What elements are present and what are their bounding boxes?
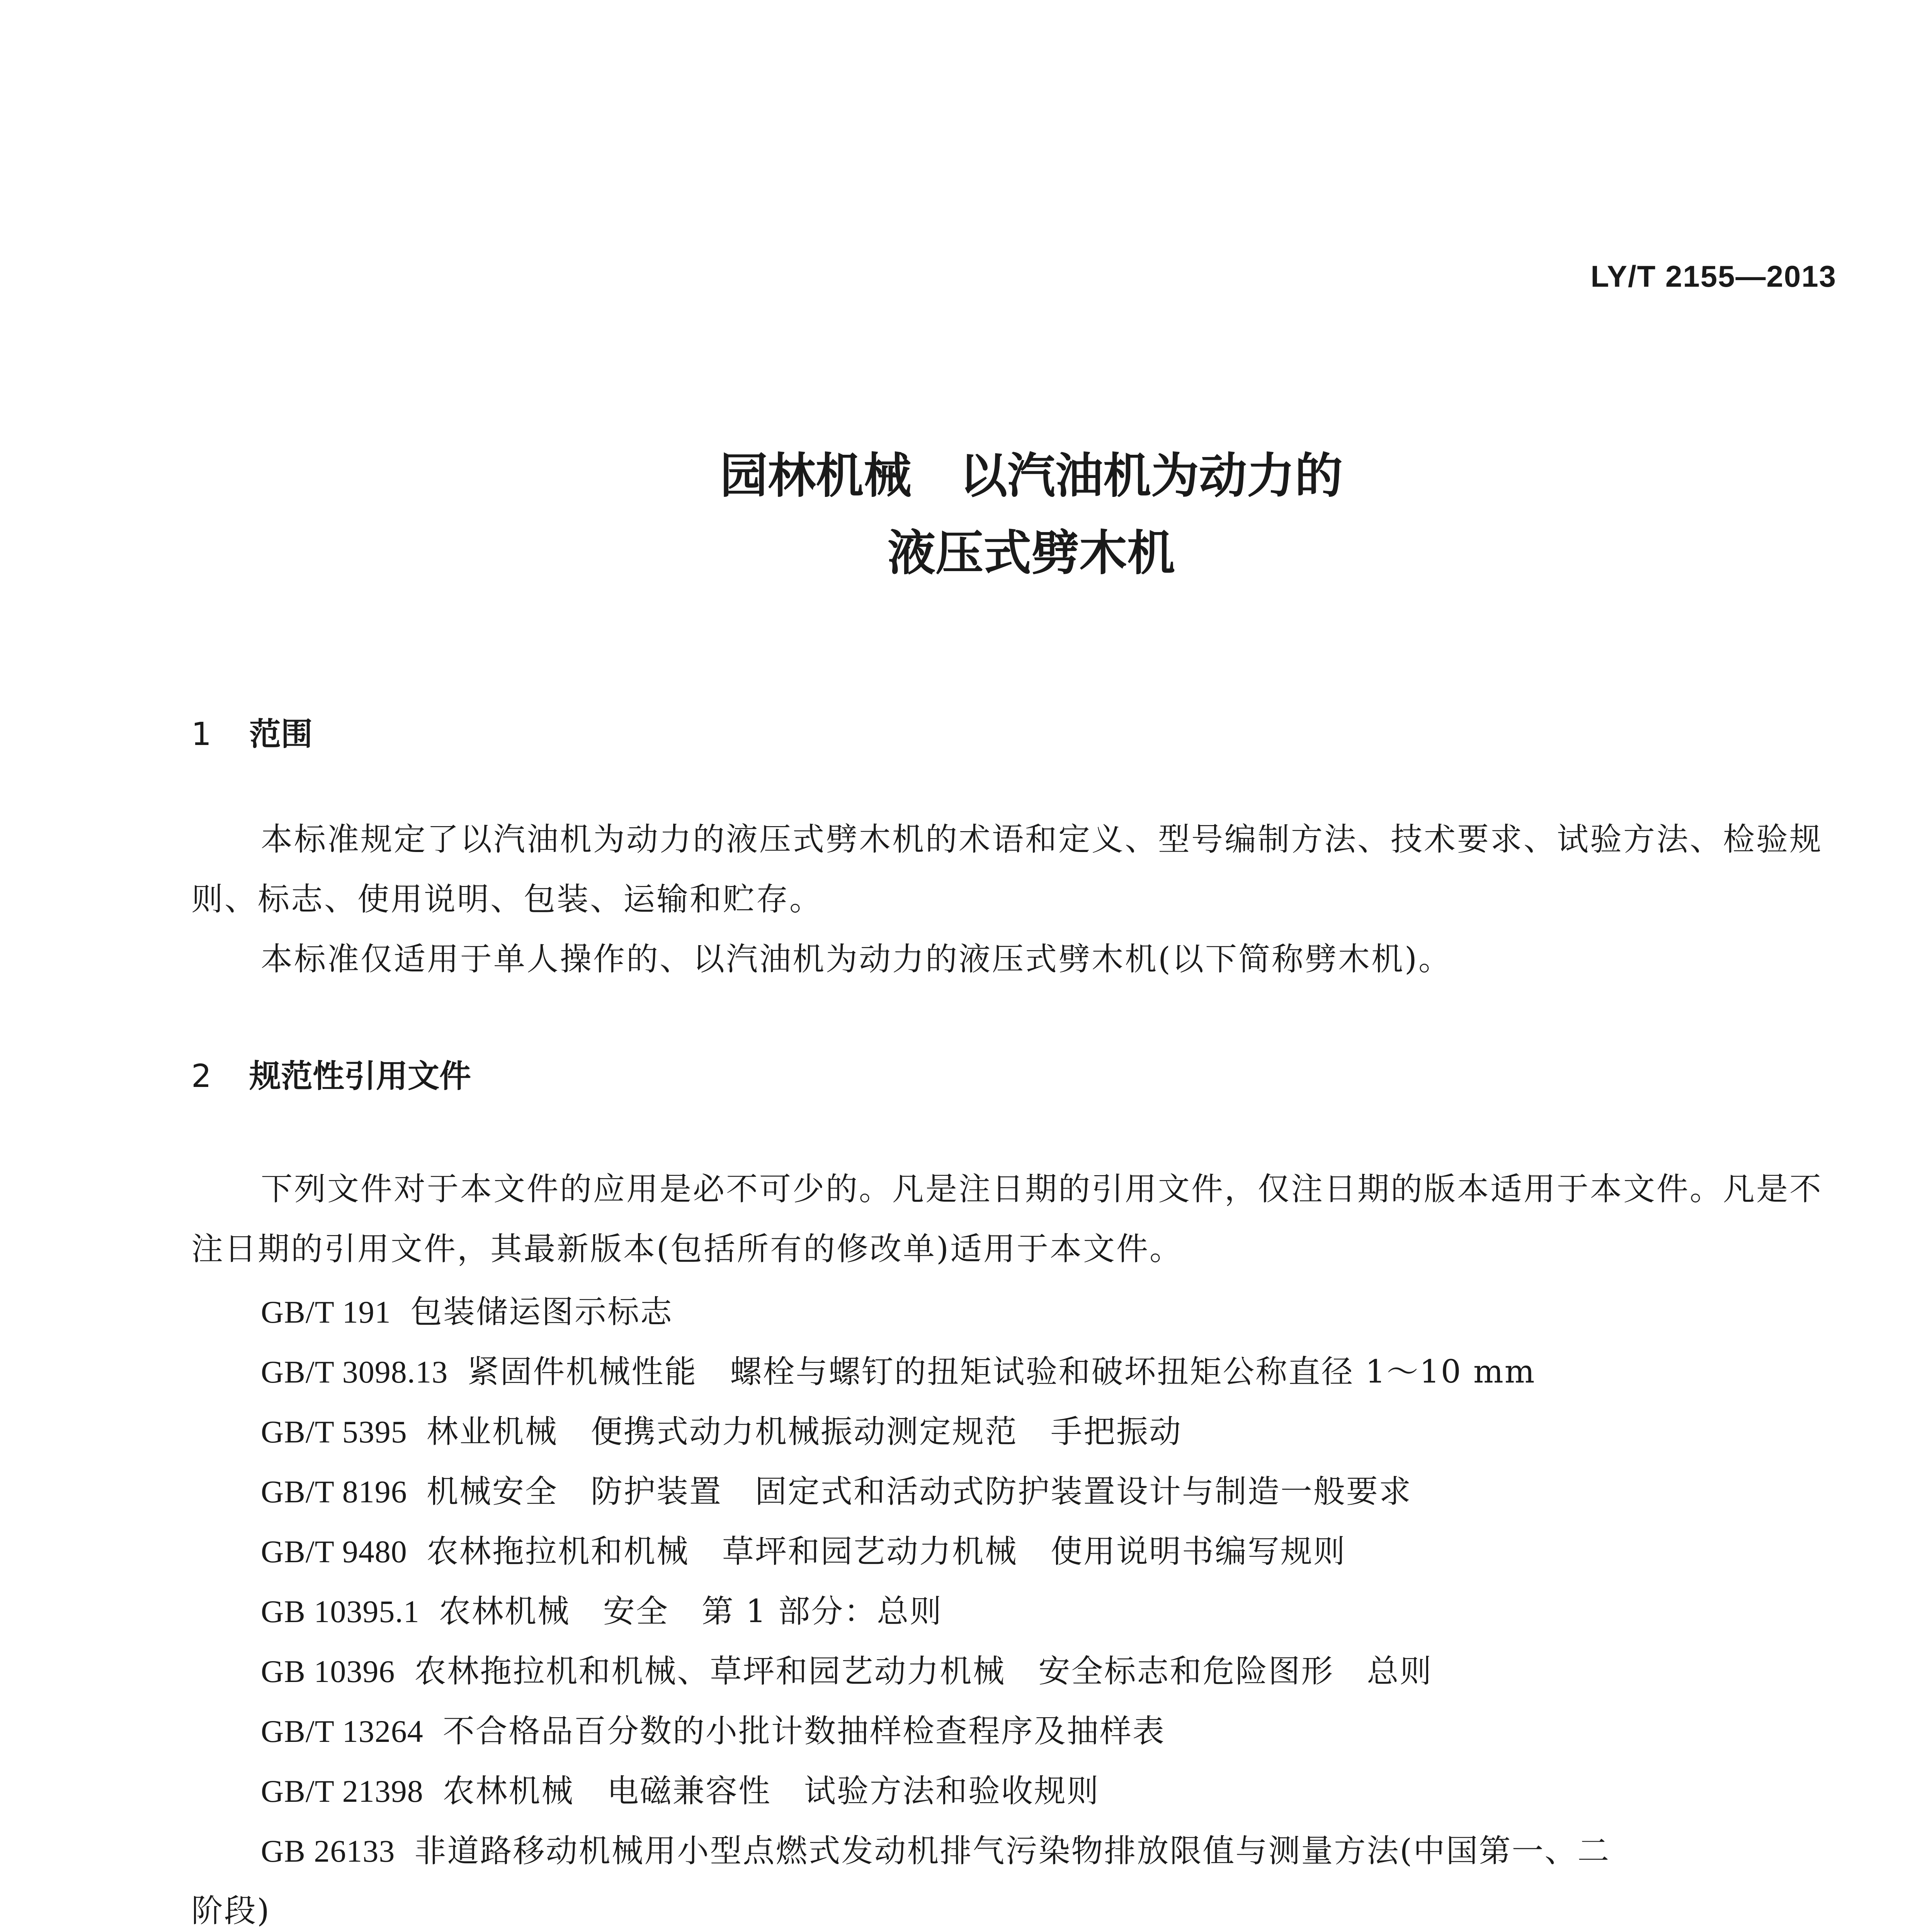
reference-item bbox=[261, 1835, 1610, 1867]
reference-item bbox=[261, 1533, 1346, 1570]
scope-paragraph-2: 本标准仅适用于单人操作的、以汽油机为动力的液压式劈木机(以下简称劈木机)。 bbox=[261, 941, 1452, 978]
reference-item bbox=[261, 1653, 1433, 1690]
reference-code: GB 26133 bbox=[261, 1833, 395, 1869]
reference-title: 农林拖拉机和机械、草坪和园艺动力机械 安全标志和危险图形 总则 bbox=[414, 1653, 1433, 1690]
section-title: 规范性引用文件 bbox=[249, 1058, 471, 1095]
reference-code: GB 10396 bbox=[261, 1654, 395, 1689]
reference-continuation: 阶段) bbox=[191, 1893, 270, 1929]
reference-code: GB/T 3098.13 bbox=[261, 1354, 448, 1389]
reference-item bbox=[261, 1713, 1165, 1750]
reference-item bbox=[261, 1356, 1536, 1388]
reference-item bbox=[261, 1593, 943, 1630]
reference-title: 林业机械 便携式动力机械振动测定规范 手把振动 bbox=[426, 1413, 1182, 1450]
section-number: 2 bbox=[191, 1058, 212, 1095]
reference-code: GB/T 21398 bbox=[261, 1774, 423, 1809]
section-title: 范围 bbox=[249, 716, 313, 753]
scope-paragraph-1: 本标准规定了以汽油机为动力的液压式劈木机的术语和定义、型号编制方法、技术要求、试验方法、检验规则、标志、使用说明、包装、运输和贮存。 bbox=[191, 821, 1823, 918]
reference-title: 机械安全 防护装置 固定式和活动式防护装置设计与制造一般要求 bbox=[426, 1473, 1412, 1510]
reference-code: GB/T 13264 bbox=[261, 1714, 423, 1749]
reference-item bbox=[261, 1296, 673, 1328]
title-line-1: 园林机械 以汽油机为动力的 bbox=[719, 448, 1343, 504]
reference-title: 包装储运图示标志 bbox=[410, 1294, 673, 1330]
reference-title: 不合格品百分数的小批计数抽样检查程序及抽样表 bbox=[442, 1713, 1165, 1750]
reference-title: 紧固件机械性能 螺栓与螺钉的扭矩试验和破坏扭矩公称直径 1～10 mm bbox=[467, 1354, 1536, 1390]
reference-title: 农林拖拉机和机械 草坪和园艺动力机械 使用说明书编写规则 bbox=[426, 1533, 1346, 1570]
document-code: LY/T 2155—2013 bbox=[1590, 259, 1837, 293]
section-2-heading bbox=[191, 1058, 471, 1095]
section-number: 1 bbox=[191, 716, 212, 753]
reference-item bbox=[261, 1773, 1100, 1810]
references-intro: 下列文件对于本文件的应用是必不可少的。凡是注日期的引用文件，仅注日期的版本适用于本文件。凡是不注日期的引用文件，其最新版本(包括所有的修改单)适用于本文件。 bbox=[191, 1171, 1823, 1267]
title-line-2: 液压式劈木机 bbox=[887, 526, 1175, 581]
reference-code: GB/T 191 bbox=[261, 1294, 391, 1330]
reference-title: 农林机械 安全 第 1 部分：总则 bbox=[439, 1593, 943, 1630]
reference-code: GB/T 9480 bbox=[261, 1534, 407, 1569]
reference-item bbox=[261, 1413, 1182, 1450]
reference-code: GB 10395.1 bbox=[261, 1594, 420, 1629]
section-1-heading bbox=[191, 716, 313, 753]
reference-title: 非道路移动机械用小型点燃式发动机排气污染物排放限值与测量方法(中国第一、二 bbox=[414, 1833, 1611, 1869]
reference-item bbox=[261, 1473, 1412, 1510]
reference-code: GB/T 5395 bbox=[261, 1414, 407, 1449]
reference-code: GB/T 8196 bbox=[261, 1474, 407, 1509]
reference-title: 农林机械 电磁兼容性 试验方法和验收规则 bbox=[442, 1773, 1100, 1810]
